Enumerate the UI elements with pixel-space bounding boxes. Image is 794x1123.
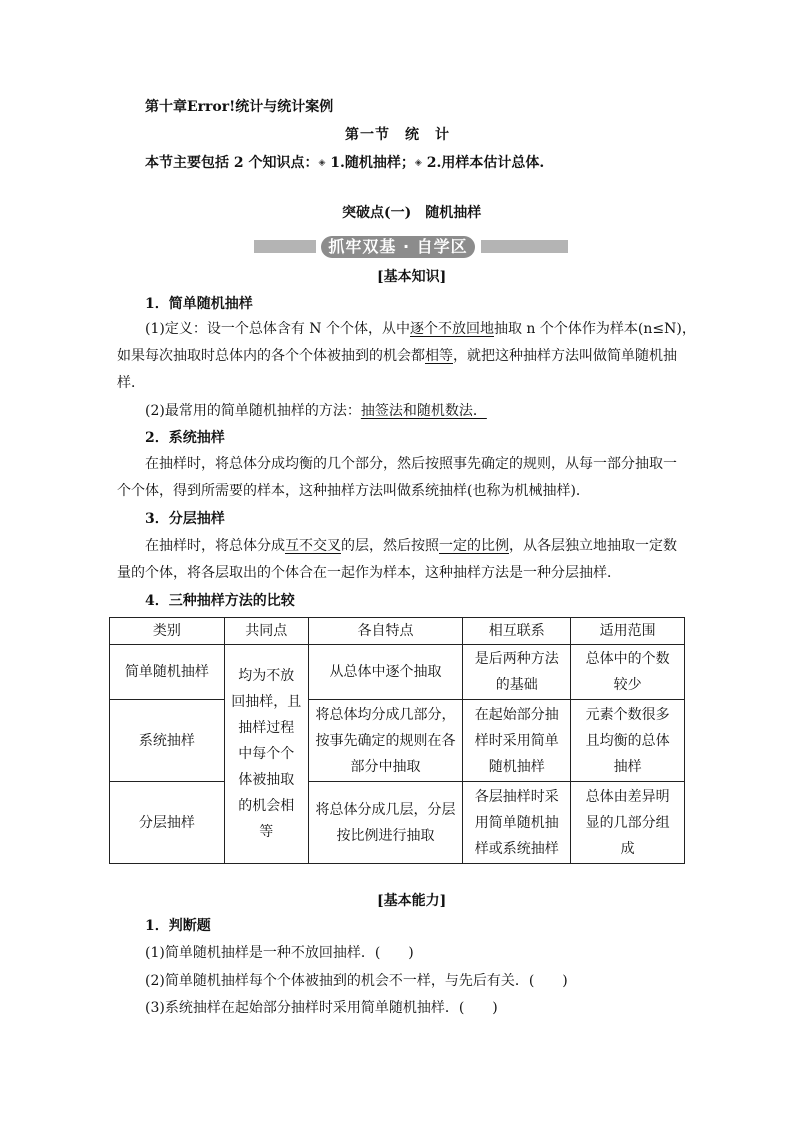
cell-line: 总体由差异明 bbox=[585, 788, 670, 805]
heading-judgement: 1．判断题 bbox=[145, 918, 211, 934]
chapter-title: 第十章Error!统计与统计案例 bbox=[145, 99, 334, 115]
stratified-line2: 量的个体，将各层取出的个体合在一起作为样本，这种抽样方法是一种分层抽样． bbox=[117, 565, 621, 581]
answer-underline: 相等 bbox=[425, 348, 453, 364]
banner-label: 抓牢双基 · 自学区 bbox=[321, 236, 475, 258]
text: 如果每次抽取时总体内的各个个体被抽到的机会都 bbox=[117, 348, 425, 364]
cell-line: 样时采用简单 bbox=[474, 732, 559, 749]
question-1: (1)简单随机抽样是一种不放回抽样．( ) bbox=[145, 945, 414, 961]
table-row bbox=[110, 782, 685, 864]
text: (2)最常用的简单随机抽样的方法： bbox=[145, 403, 361, 419]
category-cell: 简单随机抽样 bbox=[110, 645, 225, 700]
question-2: (2)简单随机抽样每个个体被抽到的机会不一样，与先后有关．( ) bbox=[145, 973, 568, 989]
cell-line: 按事先确定的规则在各 bbox=[315, 732, 456, 749]
text: (1)定义：设一个总体含有 N 个个体，从中 bbox=[145, 321, 410, 337]
intro-prefix: 本节主要包括 2 个知识点： bbox=[145, 155, 319, 171]
stratified-line1 bbox=[145, 535, 677, 555]
cell-line: 且均衡的总体 bbox=[585, 732, 670, 749]
banner-bar-left bbox=[254, 240, 316, 253]
banner-bar-right bbox=[481, 240, 568, 253]
scope-cell bbox=[571, 782, 685, 864]
systematic-line2: 个个体，得到所需要的样本，这种抽样方法叫做系统抽样(也称为机械抽样)． bbox=[117, 483, 590, 499]
cell-line: 体被抽取 bbox=[238, 772, 295, 788]
cell-line: 较少 bbox=[613, 677, 642, 693]
cell-line: 从总体中逐个抽取 bbox=[329, 664, 442, 680]
banner bbox=[254, 236, 568, 258]
feature-cell bbox=[308, 700, 463, 782]
section-title: 第一节 统 计 bbox=[345, 127, 450, 143]
cell-line: 显的几部分组 bbox=[585, 814, 670, 831]
table-row bbox=[110, 700, 685, 782]
cell-line: 部分中抽取 bbox=[350, 758, 421, 775]
text: 的层，然后按照 bbox=[341, 538, 439, 554]
category-cell: 系统抽样 bbox=[110, 700, 225, 782]
cell-line: 的基础 bbox=[495, 677, 538, 693]
cell-line: 在起始部分抽 bbox=[474, 706, 559, 723]
cell-line: 的机会相 bbox=[238, 798, 295, 814]
basic-ability-title: [基本能力] bbox=[377, 893, 447, 909]
cell-line: 样或系统抽样 bbox=[474, 840, 559, 857]
relation-cell bbox=[463, 645, 571, 700]
scope-cell bbox=[571, 645, 685, 700]
header-cell: 各自特点 bbox=[308, 618, 463, 645]
common-cell bbox=[224, 645, 308, 864]
relation-cell bbox=[463, 782, 571, 864]
text: ，就把这种抽样方法叫做简单随机抽 bbox=[453, 348, 677, 364]
common-methods bbox=[145, 400, 487, 420]
table-row bbox=[110, 645, 685, 700]
comparison-table bbox=[109, 617, 685, 864]
heading-systematic: 2．系统抽样 bbox=[145, 430, 225, 446]
definition-line2 bbox=[117, 345, 677, 365]
text: 在抽样时，将总体分成 bbox=[145, 538, 285, 554]
heading-comparison: 4．三种抽样方法的比较 bbox=[145, 593, 295, 609]
bullet-icon: ◈ bbox=[414, 158, 422, 168]
intro-item-2: 2.用样本估计总体. bbox=[426, 155, 545, 171]
feature-cell bbox=[308, 645, 463, 700]
cell-line: 随机抽样 bbox=[488, 758, 545, 775]
bullet-icon: ◈ bbox=[318, 158, 326, 168]
basic-knowledge-title: [基本知识] bbox=[377, 269, 447, 285]
relation-cell bbox=[463, 700, 571, 782]
cell-line: 将总体均分成几部分， bbox=[315, 706, 456, 723]
systematic-line1: 在抽样时，将总体分成均衡的几个部分，然后按照事先确定的规则，从每一部分抽取一 bbox=[145, 456, 677, 472]
cell-line: 将总体分成几层，分层 bbox=[315, 801, 456, 818]
header-cell: 类别 bbox=[110, 618, 225, 645]
intro-item-1: 1.随机抽样； bbox=[330, 155, 415, 171]
cell-line: 元素个数很多 bbox=[585, 706, 670, 723]
definition-line3: 样． bbox=[117, 375, 145, 391]
cell-line: 按比例进行抽取 bbox=[336, 827, 435, 844]
cell-line: 均为不放 bbox=[238, 668, 295, 684]
answer-underline: 一定的比例 bbox=[439, 538, 509, 554]
cell-line: 是后两种方法 bbox=[474, 651, 559, 667]
text: 抽取 n 个个体作为样本(n≤N)， bbox=[493, 321, 696, 337]
cell-line: 用简单随机抽 bbox=[474, 814, 559, 831]
question-3: (3)系统抽样在起始部分抽样时采用简单随机抽样．( ) bbox=[145, 1000, 498, 1016]
header-cell: 相互联系 bbox=[463, 618, 571, 645]
definition-line1 bbox=[145, 318, 696, 338]
cell-line: 等 bbox=[259, 824, 274, 840]
cell-line: 中每个个 bbox=[238, 746, 295, 762]
cell-line: 抽样 bbox=[613, 758, 642, 775]
heading-stratified: 3．分层抽样 bbox=[145, 511, 225, 527]
cell-line: 抽样过程 bbox=[238, 720, 295, 736]
header-cell: 共同点 bbox=[224, 618, 308, 645]
scope-cell bbox=[571, 700, 685, 782]
table-header-row bbox=[110, 618, 685, 645]
cell-line: 回抽样，且 bbox=[231, 694, 302, 710]
answer-underline: 抽签法和随机数法． bbox=[360, 403, 487, 419]
cell-line: 总体中的个数 bbox=[585, 651, 670, 667]
feature-cell bbox=[308, 782, 463, 864]
text: ，从各层独立地抽取一定数 bbox=[509, 538, 677, 554]
cell-line: 各层抽样时采 bbox=[474, 788, 559, 805]
cell-line: 成 bbox=[620, 840, 635, 857]
answer-underline: 逐个不放回地 bbox=[409, 321, 494, 337]
section-intro bbox=[145, 152, 544, 172]
header-cell: 适用范围 bbox=[571, 618, 685, 645]
answer-underline: 互不交叉 bbox=[285, 538, 341, 554]
category-cell: 分层抽样 bbox=[110, 782, 225, 864]
subsection-title: 突破点(一) 随机抽样 bbox=[342, 205, 482, 221]
heading-simple-random: 1．简单随机抽样 bbox=[145, 296, 253, 312]
